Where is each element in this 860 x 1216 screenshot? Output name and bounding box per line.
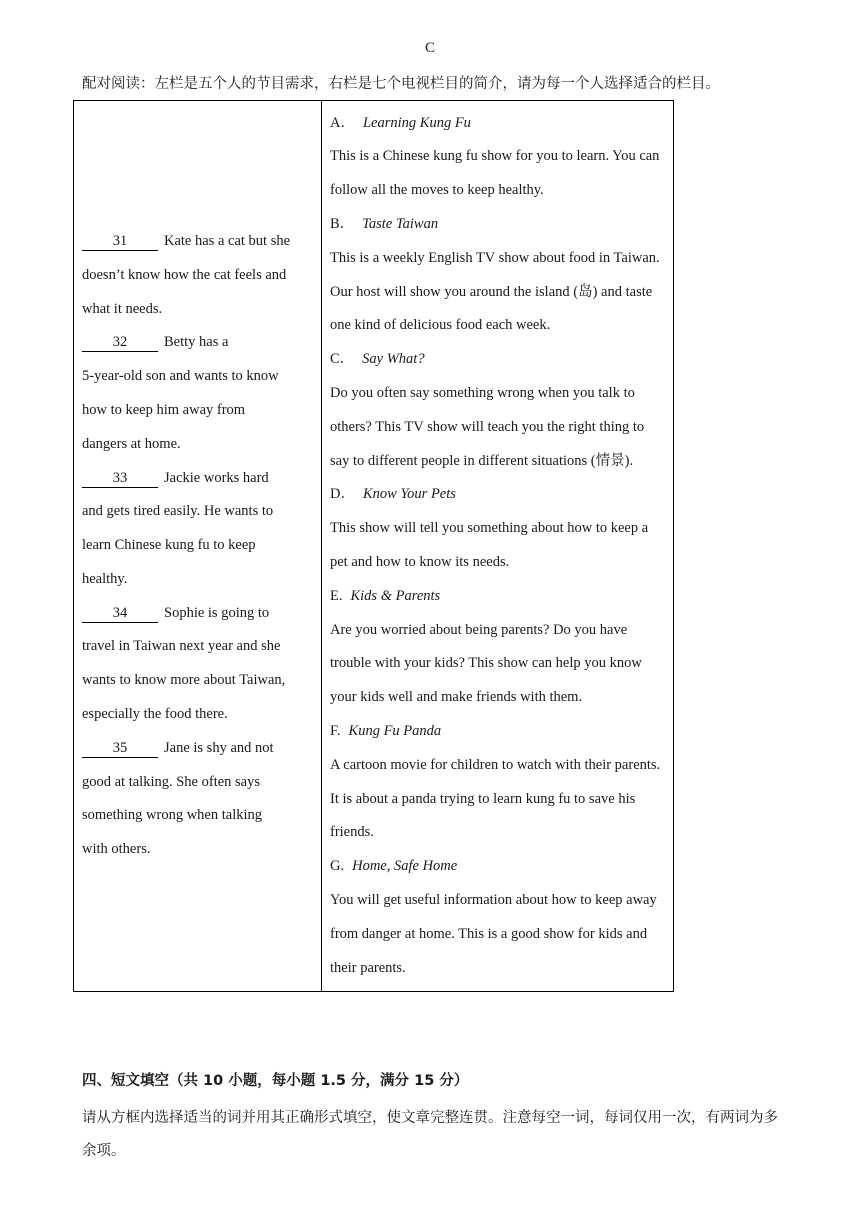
show-description-line: A cartoon movie for children to watch with their parents. xyxy=(330,756,661,773)
person-text: dangers at home. xyxy=(82,435,181,452)
person-text: learn Chinese kung fu to keep xyxy=(82,537,256,554)
person-text: and gets tired easily. He wants to xyxy=(82,503,274,520)
person-item xyxy=(82,326,315,461)
show-description-line: Are you worried about being parents? Do you have xyxy=(330,621,628,638)
person-text-line xyxy=(82,428,315,462)
section-four-instruction: 请从方框内选择适当的词并用其正确形式填空，使文章完整连贯。注意每空一词，每词仅用一次，有两词为多余项。 xyxy=(82,1110,778,1159)
show-letter: F. xyxy=(330,722,341,739)
show-heading xyxy=(330,715,665,749)
person-text-line xyxy=(82,799,315,833)
show-description-line: from danger at home. This is a good show for kids and xyxy=(330,925,648,942)
answer-blank[interactable]: 32 xyxy=(82,333,158,352)
show-description-line: This is a Chinese kung fu show for you to learn. You can xyxy=(330,148,660,165)
show-item xyxy=(330,343,665,478)
person-text: what it needs. xyxy=(82,300,163,317)
person-text-line xyxy=(82,630,315,664)
show-heading xyxy=(330,580,665,614)
answer-blank[interactable]: 35 xyxy=(82,739,158,758)
show-letter: E. xyxy=(330,587,343,604)
show-letter: G. xyxy=(330,858,345,875)
person-text: how to keep him away from xyxy=(82,401,246,418)
person-item xyxy=(82,225,315,326)
show-item xyxy=(330,850,665,985)
person-text-line xyxy=(82,732,315,766)
section-letter: C xyxy=(424,40,435,56)
show-description-line: trouble with your kids? This show can help you know xyxy=(330,655,642,672)
show-title: Home, Safe Home xyxy=(352,858,458,875)
person-text-line xyxy=(82,326,315,360)
person-text-line xyxy=(82,259,315,293)
show-title: Learning Kung Fu xyxy=(362,114,471,131)
show-item xyxy=(330,715,665,850)
person-text: good at talking. She often says xyxy=(82,773,261,790)
show-description-line: their parents. xyxy=(330,959,406,976)
show-description-line: your kids well and make friends with them. xyxy=(330,689,583,706)
show-description-line: You will get useful information about how to keep away xyxy=(330,891,657,908)
person-text: something wrong when talking xyxy=(82,807,263,824)
show-title: Say What? xyxy=(362,351,425,368)
person-item xyxy=(82,597,315,732)
person-text: Jane is shy and not xyxy=(164,739,274,756)
people-list xyxy=(82,225,315,867)
person-text: Kate has a cat but she xyxy=(164,232,291,249)
person-text-line xyxy=(82,225,315,259)
show-description-line: pet and how to know its needs. xyxy=(330,554,510,570)
show-title: Taste Taiwan xyxy=(362,216,439,233)
person-text-line xyxy=(82,529,315,563)
shows-list xyxy=(330,107,665,986)
person-text: especially the food there. xyxy=(82,706,228,723)
show-letter: D． xyxy=(330,486,355,503)
matching-table xyxy=(73,100,674,992)
matching-instruction: 配对阅读：左栏是五个人的节目需求，右栏是七个电视栏目的简介，请为每一个人选择适合的栏目。 xyxy=(82,76,720,92)
show-heading xyxy=(330,107,665,141)
show-heading xyxy=(330,208,665,242)
person-text-line xyxy=(82,360,315,394)
person-text-line xyxy=(82,462,315,496)
person-text: 5-year-old son and wants to know xyxy=(82,368,279,385)
show-description-line: It is about a panda trying to learn kung fu to save his xyxy=(330,790,636,807)
show-title: Know Your Pets xyxy=(362,486,456,503)
person-text: with others. xyxy=(82,841,151,858)
person-text-line xyxy=(82,597,315,631)
person-text-line xyxy=(82,563,315,597)
person-text: Betty has a xyxy=(164,334,229,351)
shows-column xyxy=(322,101,674,992)
show-letter: B． xyxy=(330,216,355,233)
show-description-line: others? This TV show will teach you the right thing to xyxy=(330,418,645,435)
show-item xyxy=(330,107,665,208)
answer-blank[interactable]: 33 xyxy=(82,469,158,488)
show-heading xyxy=(330,478,665,512)
show-item xyxy=(330,208,665,343)
person-text: travel in Taiwan next year and she xyxy=(82,638,281,655)
person-item xyxy=(82,732,315,867)
show-description-line: This show will tell you something about how to keep a xyxy=(330,520,649,537)
show-letter: C． xyxy=(330,351,355,368)
person-text-line xyxy=(82,293,315,327)
show-item xyxy=(330,478,665,579)
show-title: Kids & Parents xyxy=(350,587,441,604)
answer-blank[interactable]: 34 xyxy=(82,604,158,623)
person-text: Jackie works hard xyxy=(164,469,269,486)
people-column xyxy=(74,101,322,992)
show-description-line: say to different people in different situations (情景). xyxy=(330,452,634,469)
show-heading xyxy=(330,343,665,377)
answer-blank[interactable]: 31 xyxy=(82,232,158,251)
show-description-line: Do you often say something wrong when you talk to xyxy=(330,385,635,402)
person-text: healthy. xyxy=(82,570,128,587)
section-four-heading: 四、短文填空（共 10 小题，每小题 1.5 分，满分 15 分） xyxy=(82,1073,469,1089)
show-item xyxy=(330,580,665,715)
person-text-line xyxy=(82,833,315,867)
person-text-line xyxy=(82,394,315,428)
show-heading xyxy=(330,850,665,884)
person-text-line xyxy=(82,495,315,529)
person-text-line xyxy=(82,766,315,800)
person-item xyxy=(82,462,315,597)
show-description-line: follow all the moves to keep healthy. xyxy=(330,182,544,199)
show-description-line: one kind of delicious food each week. xyxy=(330,317,551,334)
show-letter: A． xyxy=(330,114,355,131)
person-text: doesn’t know how the cat feels and xyxy=(82,266,287,283)
person-text: Sophie is going to xyxy=(164,604,270,621)
person-text: wants to know more about Taiwan, xyxy=(82,672,286,689)
show-description-line: Our host will show you around the island (岛) and taste xyxy=(330,283,653,300)
person-text-line xyxy=(82,698,315,732)
show-title: Kung Fu Panda xyxy=(348,722,442,739)
person-text-line xyxy=(82,664,315,698)
show-description-line: This is a weekly English TV show about food in Taiwan. xyxy=(330,249,660,266)
show-description-line: friends. xyxy=(330,824,374,841)
